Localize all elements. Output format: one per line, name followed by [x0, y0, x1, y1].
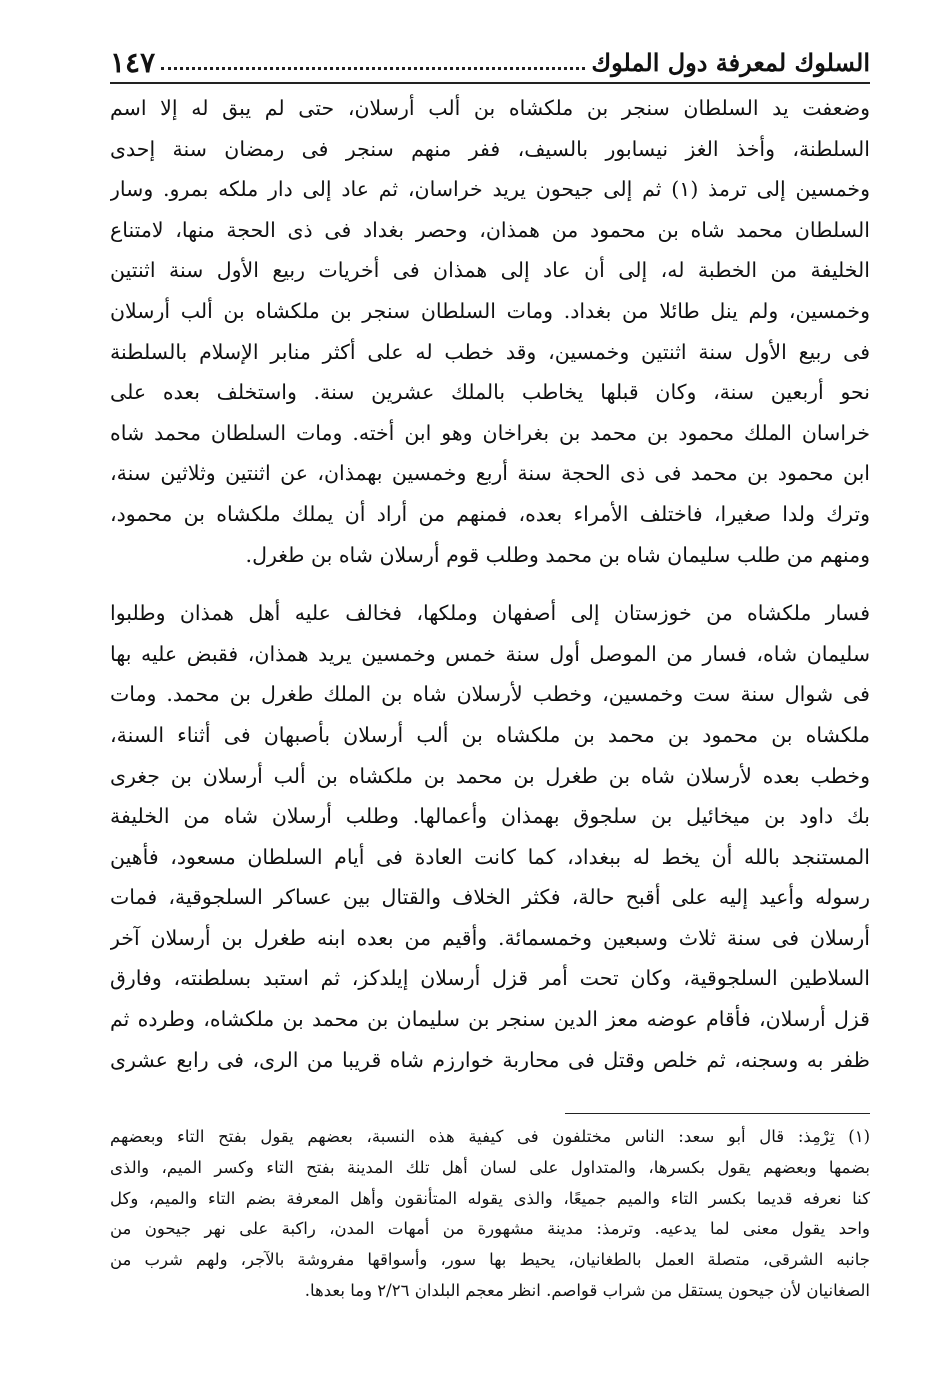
text-line: ومنهم من طلب سليمان شاه بن محمد وطلب قوم أرسلان شاه بن طغرل.: [245, 542, 870, 567]
footnote-line: (١) تِرْمِذ: قال أبو سعد: الناس مختلفون فى كيفية هذه النسبة، بعضهم يقول بفتح التاء وبعضهم: [110, 1127, 870, 1146]
text-line: سليمان شاه، فسار من الموصل أول سنة خمس وخمسين يريد همذان، فقبض عليه بها: [110, 641, 870, 666]
text-line: الخليفة من الخطبة له، إلى أن عاد إلى همذان فى أخريات ربيع الأول سنة اثنتين: [110, 258, 870, 283]
book-title: السلوك لمعرفة دول الملوك: [591, 47, 870, 77]
text-line: أرسلان فى سنة ثلاث وسبعين وخمسمائة. وأقيم من بعده ابنه طغرل بن أرسلان آخر: [110, 925, 870, 950]
paragraph-1: [110, 88, 870, 575]
text-line: السلطان محمد شاه بن محمود من همذان، وحصر بغداد فى ذى الحجة منها، لامتناع: [110, 217, 870, 242]
text-line: فسار ملكشاه من خوزستان إلى أصفهان وملكها، فخالف عليه أهل همذان وطلبوا: [110, 601, 870, 626]
text-line: السلاطين السلجوقية، وكان تحت أمر قزل أرسلان إيلدكز، ثم استبد بسلطنته، وفارق: [110, 966, 870, 991]
running-header: [110, 42, 870, 84]
text-line: وخمسين، ولم ينل طائلا من بغداد. ومات السلطان سنجر بن ملكشاه بن ألب أرسلان: [110, 298, 870, 323]
header-dot-leader: [161, 67, 585, 70]
footnote-line: واحد يقول معنى لما يدعيه. وترمذ: مدينة مشهورة من أمهات المدن، راكبة على نهر جيحون من: [110, 1219, 870, 1239]
text-line: السلطنة، وأخذ الغز نيسابور بالسيف، ففر منهم سنجر فى رمضان سنة إحدى: [110, 136, 870, 161]
text-line: قزل أرسلان، فأقام عوضه معز الدين سنجر بن سليمان بن محمد بن ملكشاه، وطرده ثم: [110, 1007, 870, 1032]
text-line: وخطب بعده لأرسلان شاه بن طغرل بن محمد بن ملكشاه بن ألب أرسلان بن جغرى: [110, 763, 870, 788]
main-text: [110, 88, 870, 1080]
page-number: ١٤٧: [110, 45, 156, 79]
paragraph-gap: [110, 575, 870, 593]
text-line: بك داود بن ميخائيل بن سلجوق بهمذان وأعمالها. وطلب أرسلان شاه من الخليفة: [110, 804, 870, 829]
text-line: وترك ولدا صغيرا، فاختلف الأمراء بعده، فمنهم من أراد أن يملك ملكشاه بن محمود،: [110, 501, 870, 526]
footnote-separator: [565, 1113, 870, 1114]
text-line: فى ربيع الأول سنة اثنتين وخمسين، وقد خطب له على أكثر منابر الإسلام بالسلطنة: [110, 339, 870, 364]
footnotes: [110, 1122, 870, 1307]
footnote-line: كنا نعرفه قديما بكسر التاء والميم جميعًا، والذى يقوله المتأنقون وأهل المعرفة بضم التاء والميم، وكل: [110, 1188, 870, 1208]
paragraph-2: [110, 593, 870, 1080]
text-line: ملكشاه بن محمود بن محمد بن ملكشاه بن ألب أرسلان بأصبهان فى أثناء السنة،: [110, 722, 870, 747]
text-line: خراسان الملك محمود بن محمد بن بغراخان وهو ابن أخته. ومات السلطان محمد شاه: [110, 420, 870, 445]
text-line: المستنجد بالله أن يخط له ببغداد، كما كانت العادة فى أيام السلطان مسعود، فأهين: [110, 844, 870, 869]
text-line: ظفر به وسجنه، ثم خلص وقتل فى محاربة خوارزم شاه قريبا من الرى، فى رابع عشرى: [110, 1047, 870, 1072]
text-line: ابن محمود بن محمد فى ذى الحجة سنة أربع وخمسين بهمذان، عن اثنتين وثلاثين سنة،: [110, 461, 870, 486]
text-line: وضعفت يد السلطان سنجر بن ملكشاه بن ألب أرسلان، حتى لم يبق له إلا اسم: [110, 96, 870, 120]
footnote-line: جانبه الشرقى، متصلة العمل بالطغانيان، يحيط بها سور، وأسواقها مفروشة بالآجر، ولهم شرب من: [110, 1250, 870, 1270]
text-line: رسوله وأعيد إليه على أقبح حالة، فكثر الخلاف والقتال بين عساكر السلجوقية، فمات: [110, 885, 870, 910]
footnote-line: الصغانيان لأن جيحون يستقل من شراب قواصم. انظر معجم البلدان ٢/٢٦ وما بعدها.: [304, 1280, 870, 1300]
text-line: فى شوال سنة ست وخمسين، وخطب لأرسلان شاه بن الملك طغرل بن محمد. ومات: [110, 682, 870, 707]
text-line: وخمسين إلى ترمذ (١) ثم إلى جيحون يريد خراسان، ثم عاد إلى دار ملكه بمرو. وسار: [110, 177, 870, 202]
text-line: نحو أربعين سنة، وكان قبلها يخاطب بالملك عشرين سنة. واستخلف بعده على: [110, 380, 870, 405]
footnote-line: بضمها وبعضهم يقول بكسرها، والمتداول على لسان أهل تلك المدينة بفتح التاء وكسر الميم، والذى: [110, 1157, 870, 1177]
